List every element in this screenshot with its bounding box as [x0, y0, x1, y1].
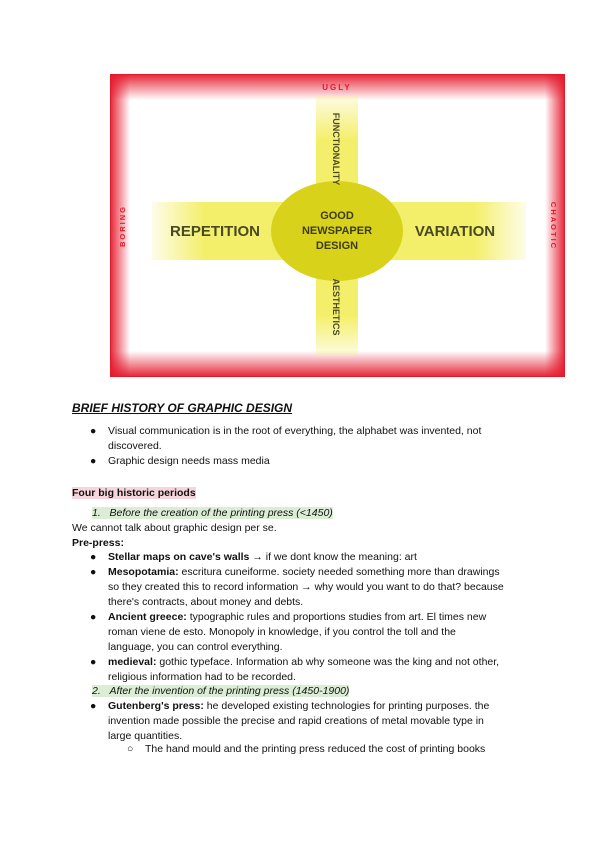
design-diagram: [110, 74, 565, 377]
list-item: [90, 454, 270, 469]
bullet-icon: ●: [90, 656, 97, 668]
bullet-icon: ●: [90, 425, 97, 437]
item-bold: medieval:: [108, 656, 157, 668]
arm-label-top: FUNCTIONALITY: [331, 112, 341, 186]
period-number: 2.: [92, 685, 101, 697]
item-rest: escritura cuneiforme. society needed something more than drawings: [178, 566, 500, 578]
item-line: religious information had to be recorded.: [108, 671, 296, 683]
bullet-icon: ●: [90, 611, 97, 623]
list-item-text: Graphic design needs mass media: [108, 455, 270, 467]
bullet-icon: ●: [90, 551, 97, 563]
item-rest: typographic rules and proportions studies from art. El times new: [186, 611, 487, 623]
item-line: language, you can control everything.: [108, 641, 283, 653]
diagram-svg: [110, 74, 565, 377]
period-note: We cannot talk about graphic design per se.: [72, 522, 277, 534]
item-line: roman viene de esto. Monopoly in knowledge, if you control the toll and the: [108, 626, 456, 638]
prepress-label: Pre-press:: [72, 537, 124, 549]
item-line: there's contracts, about money and debts.: [108, 596, 304, 608]
item-line: large quantities.: [108, 730, 183, 742]
arm-label-bottom: AESTHETICS: [331, 278, 341, 336]
period-text: After the invention of the printing press (1450-1900): [109, 685, 350, 697]
period-heading-1: [92, 506, 333, 521]
item-rest: he developed existing technologies for printing purposes. the: [203, 700, 490, 712]
sub-list-item: [127, 742, 486, 757]
list-item: [90, 610, 487, 655]
center-label-2: NEWSPAPER: [301, 225, 373, 237]
item-bold: Ancient greece:: [108, 611, 187, 623]
section-heading: [72, 486, 196, 501]
bullet-icon: ●: [90, 455, 97, 467]
item-bold: Stellar maps on cave's walls: [108, 551, 250, 563]
section-heading-text: Four big historic periods: [72, 487, 196, 499]
center-label-1: GOOD: [320, 210, 354, 222]
list-item: [90, 655, 500, 685]
circle-bullet-icon: ○: [127, 743, 134, 755]
item-bold: Gutenberg's press:: [108, 700, 204, 712]
center-label-3: DESIGN: [315, 240, 359, 252]
list-item: [90, 565, 504, 610]
item-rest: gothic typeface. Information ab why someone was the king and not other,: [156, 656, 500, 668]
arm-label-right: VARIATION: [414, 223, 496, 240]
list-item-text: Visual communication is in the root of everything, the alphabet was invented, not: [108, 425, 482, 437]
item-line: invention made possible the precise and rapid creations of metal movable type in: [108, 715, 484, 727]
section-title: BRIEF HISTORY OF GRAPHIC DESIGN: [72, 401, 293, 415]
edge-label-left: BORING: [118, 205, 127, 247]
period-text: Before the creation of the printing press (<1450): [109, 507, 333, 519]
bullet-icon: ●: [90, 700, 97, 712]
list-item-text: discovered.: [108, 440, 162, 452]
item-bold: Mesopotamia:: [108, 566, 179, 578]
list-item: [90, 424, 482, 454]
arm-label-left: REPETITION: [169, 223, 261, 240]
list-item: [90, 550, 417, 565]
edge-label-right: CHAOTIC: [549, 201, 558, 251]
bullet-icon: ●: [90, 566, 97, 578]
item-line: so they created this to record information → why would you want to do that? because: [108, 581, 504, 593]
edge-label-top: UGLY: [322, 83, 352, 92]
sub-list-item-text: The hand mould and the printing press reduced the cost of printing books: [145, 743, 486, 755]
period-heading-2: [92, 684, 349, 699]
period-number: 1.: [92, 507, 101, 519]
list-item: [90, 699, 490, 744]
item-rest: → if we dont know the meaning: art: [249, 551, 417, 563]
